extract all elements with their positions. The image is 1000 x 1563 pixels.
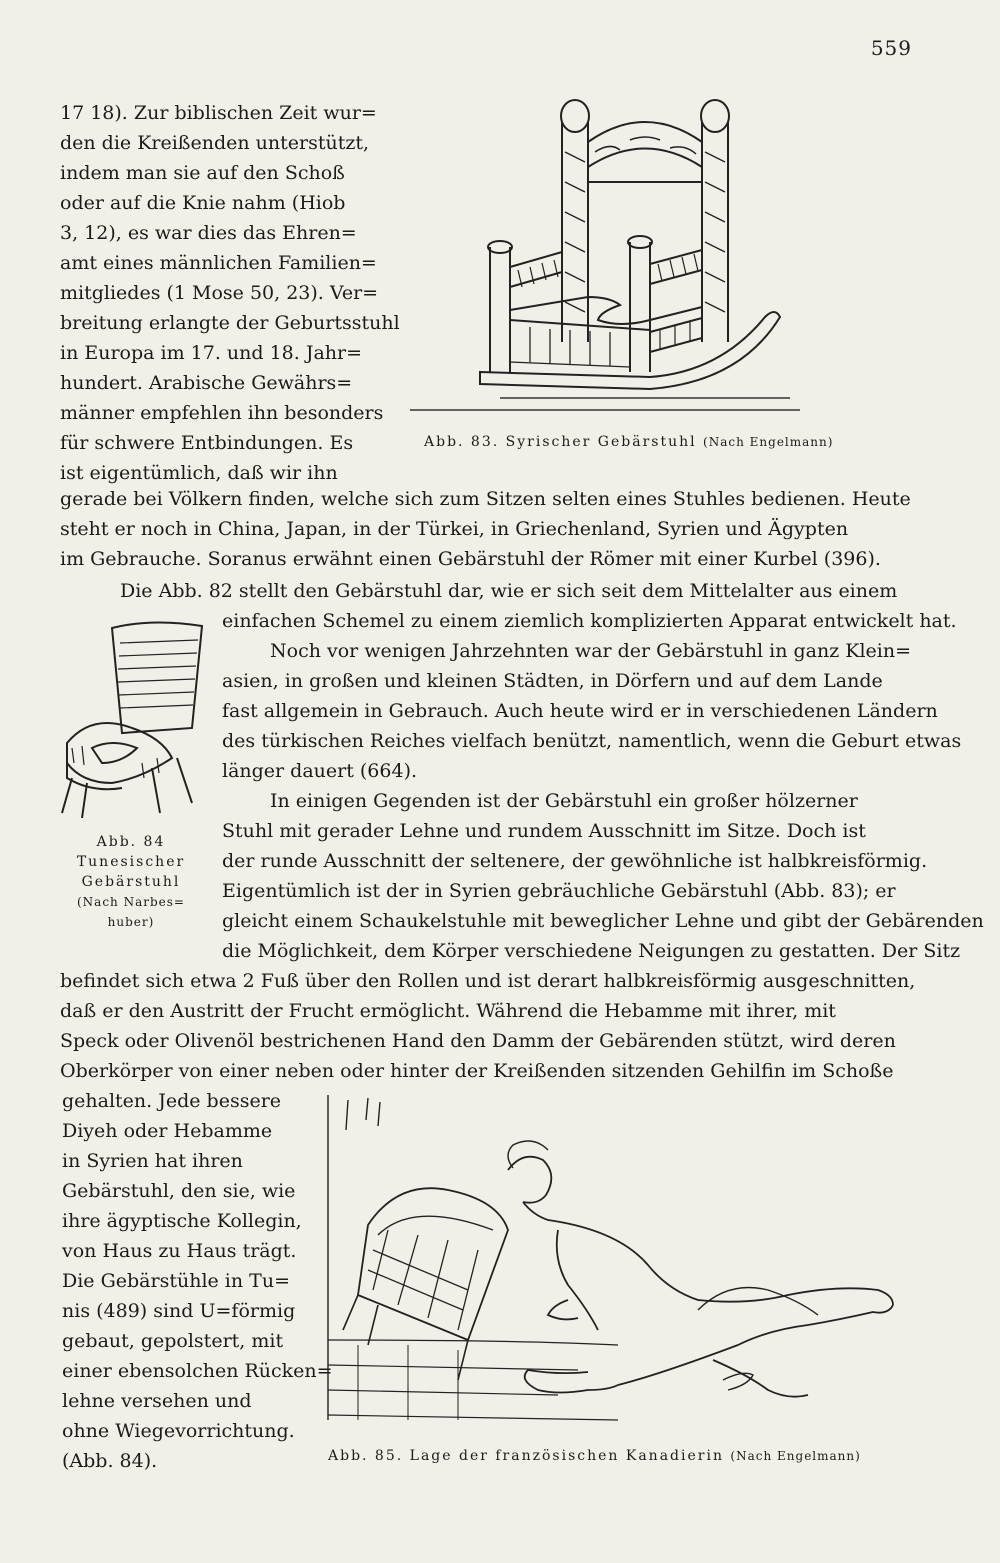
text-line: lehne versehen und xyxy=(62,1390,252,1412)
text-line: Eigentümlich ist der in Syrien gebräuchliche Gebärstuhl (Abb. 83); er xyxy=(222,880,896,902)
figure-84-caption-line: Gebärstuhl xyxy=(81,874,181,890)
text-line: nis (489) sind U=förmig xyxy=(62,1300,296,1322)
reclining-woman-drawing xyxy=(318,1090,948,1435)
figure-84-tunisian-birthing-chair xyxy=(52,618,212,828)
text-line: asien, in großen und kleinen Städten, in Dörfern und auf dem Lande xyxy=(222,670,883,692)
text-line: mitgliedes (1 Mose 50, 23). Ver= xyxy=(60,282,379,304)
text-line: für schwere Entbindungen. Es xyxy=(60,432,354,454)
text-line: gerade bei Völkern finden, welche sich zum Sitzen selten eines Stuhles bedienen. Heute xyxy=(60,488,911,510)
text-line: Oberkörper von einer neben oder hinter der Kreißenden sitzenden Gehilfin im Schoße xyxy=(60,1060,894,1082)
figure-84-caption xyxy=(66,832,196,932)
figure-84-caption-line: (Nach Narbes= xyxy=(77,895,185,909)
text-line: hundert. Arabische Gewährs= xyxy=(60,372,353,394)
text-line: gleicht einem Schaukelstuhle mit beweglicher Lehne und gibt der Gebärenden xyxy=(222,910,984,932)
text-line: Stuhl mit gerader Lehne und rundem Ausschnitt im Sitze. Doch ist xyxy=(222,820,866,842)
text-line: fast allgemein in Gebrauch. Auch heute wird er in verschiedenen Ländern xyxy=(222,700,938,722)
text-line: einfachen Schemel zu einem ziemlich komplizierten Apparat entwickelt hat. xyxy=(222,610,957,632)
text-line: ihre ägyptische Kollegin, xyxy=(62,1210,302,1232)
text-line: des türkischen Reiches vielfach benützt, namentlich, wenn die Geburt etwas xyxy=(222,730,962,752)
page-number: 559 xyxy=(870,36,912,60)
text-line: gebaut, gepolstert, mit xyxy=(62,1330,284,1352)
text-line: die Möglichkeit, dem Körper verschiedene Neigungen zu gestatten. Der Sitz xyxy=(222,940,961,962)
text-line: gehalten. Jede bessere xyxy=(62,1090,282,1112)
figure-83-credit: (Nach Engelmann) xyxy=(703,435,834,449)
text-line: In einigen Gegenden ist der Gebärstuhl ein großer hölzerner xyxy=(270,790,858,812)
figure-83-title: Abb. 83. Syrischer Gebärstuhl xyxy=(424,434,697,450)
text-line: Diyeh oder Hebamme xyxy=(62,1120,273,1142)
text-line: Gebärstuhl, den sie, wie xyxy=(62,1180,296,1202)
text-line: befindet sich etwa 2 Fuß über den Rollen und ist derart halbkreisförmig ausgeschnitten, xyxy=(60,970,916,992)
text-line: Noch vor wenigen Jahrzehnten war der Gebärstuhl in ganz Klein= xyxy=(270,640,912,662)
text-line: den die Kreißenden unterstützt, xyxy=(60,132,370,154)
text-line: männer empfehlen ihn besonders xyxy=(60,402,384,424)
text-line: daß er den Austritt der Frucht ermöglicht. Während die Hebamme mit ihrer, mit xyxy=(60,1000,836,1022)
text-line: der runde Ausschnitt der seltenere, der gewöhnliche ist halbkreisförmig. xyxy=(222,850,928,872)
text-line: indem man sie auf den Schoß xyxy=(60,162,345,184)
text-line: von Haus zu Haus trägt. xyxy=(62,1240,297,1262)
text-line: Die Abb. 82 stellt den Gebärstuhl dar, wie er sich seit dem Mittelalter aus einem xyxy=(120,580,898,602)
figure-84-caption-line: Tunesischer xyxy=(76,854,186,870)
text-line: 17 18). Zur biblischen Zeit wur= xyxy=(60,102,377,124)
text-line: im Gebrauche. Soranus erwähnt einen Gebärstuhl der Römer mit einer Kurbel (396). xyxy=(60,548,881,570)
text-line: einer ebensolchen Rücken= xyxy=(62,1360,333,1382)
tunisian-chair-drawing xyxy=(52,618,212,828)
text-line: Speck oder Olivenöl bestrichenen Hand den Damm der Gebärenden stützt, wird deren xyxy=(60,1030,896,1052)
figure-85-french-canadian-position xyxy=(318,1090,948,1435)
text-line: (Abb. 84). xyxy=(62,1450,158,1472)
text-line: oder auf die Knie nahm (Hiob xyxy=(60,192,346,214)
text-line: amt eines männlichen Familien= xyxy=(60,252,377,274)
syrian-chair-drawing xyxy=(470,92,810,392)
figure-83-syrian-birthing-chair xyxy=(470,92,810,392)
figure-85-credit: (Nach Engelmann) xyxy=(730,1449,861,1463)
text-line: 3, 12), es war dies das Ehren= xyxy=(60,222,357,244)
text-line: in Europa im 17. und 18. Jahr= xyxy=(60,342,363,364)
text-line: ohne Wiegevorrichtung. xyxy=(62,1420,295,1442)
bleed-through-text xyxy=(390,88,395,120)
figure-84-caption-line: huber) xyxy=(107,915,155,929)
text-line: länger dauert (664). xyxy=(222,760,418,782)
figure-83-caption xyxy=(424,434,833,450)
text-line: steht er noch in China, Japan, in der Türkei, in Griechenland, Syrien und Ägypten xyxy=(60,518,849,540)
text-line: ist eigentümlich, daß wir ihn xyxy=(60,462,338,484)
text-line: Die Gebärstühle in Tu= xyxy=(62,1270,290,1292)
figure-85-caption xyxy=(328,1448,861,1464)
figure-85-title: Abb. 85. Lage der französischen Kanadierin xyxy=(328,1448,724,1464)
text-line: breitung erlangte der Geburtsstuhl xyxy=(60,312,400,334)
text-line: in Syrien hat ihren xyxy=(62,1150,243,1172)
figure-84-caption-line: Abb. 84 xyxy=(96,834,166,850)
